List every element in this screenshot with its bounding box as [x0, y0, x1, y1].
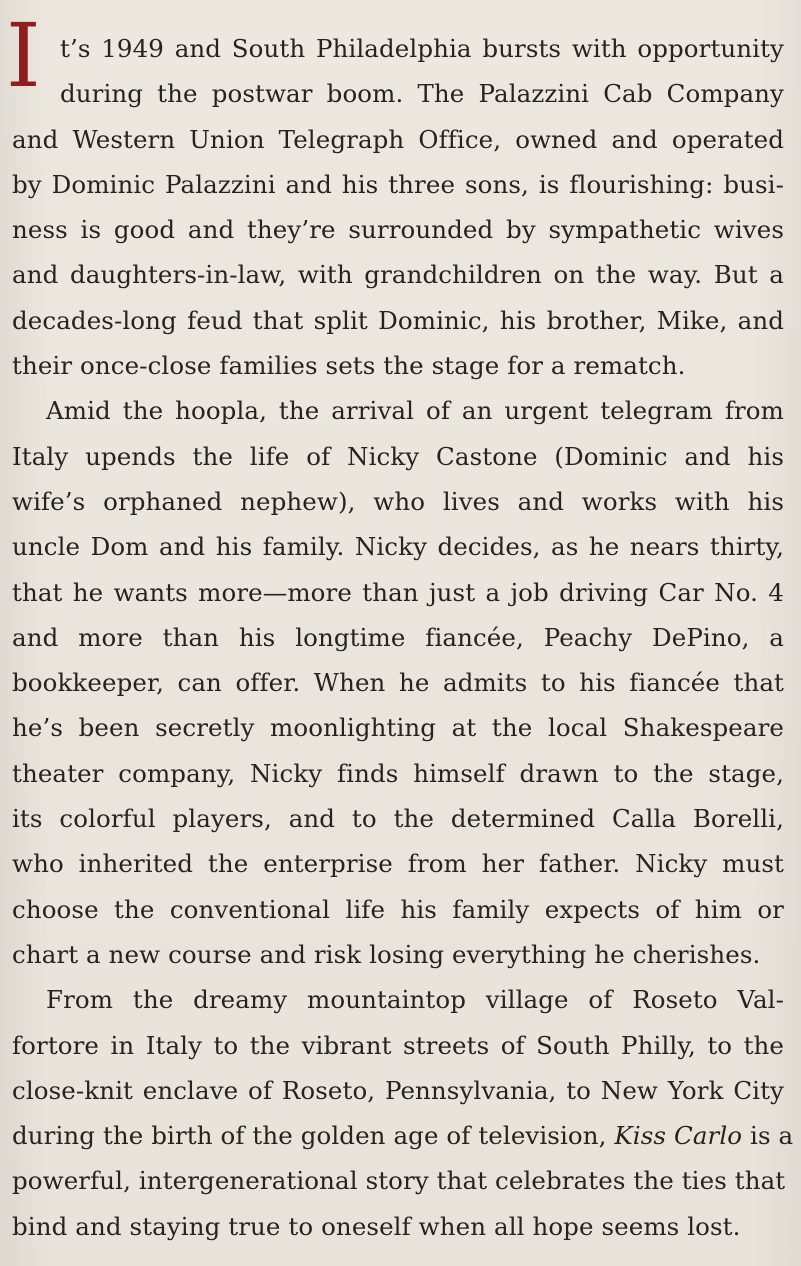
- p1-line-2: during the postwar boom. The Palazzini Cab Company: [60, 79, 784, 109]
- p2-line-3: wife’s orphaned nephew), who lives and works with his: [12, 486, 784, 516]
- p1-line-4: by Dominic Palazzini and his three sons, is flourishing: busi-: [12, 169, 784, 199]
- p2-line-5: that he wants more—more than just a job driving Car No. 4: [12, 577, 784, 607]
- p2-line-9: theater company, Nicky finds himself drawn to the stage,: [12, 758, 784, 788]
- p1-line-3: and Western Union Telegraph Office, owned and operated: [12, 124, 784, 154]
- synopsis-text: [12, 26, 794, 1249]
- p3-line-4-text: during the birth of the golden age of television,: [12, 1121, 607, 1151]
- p3-line-3: close-knit enclave of Roseto, Pennsylvania, to New York City: [12, 1075, 784, 1105]
- p2-line-2: Italy upends the life of Nicky Castone (Dominic and his: [12, 441, 784, 471]
- p3-line-6: bind and staying true to oneself when all hope seems lost.: [12, 1211, 741, 1241]
- p1-line-6: and daughters-in-law, with grandchildren on the way. But a: [12, 260, 784, 290]
- p2-line-8: he’s been secretly moonlighting at the local Shakespeare: [12, 713, 784, 743]
- p2-line-7: bookkeeper, can offer. When he admits to his fiancée that: [12, 668, 784, 698]
- p3-line-2: fortore in Italy to the vibrant streets of South Philly, to the: [12, 1030, 784, 1060]
- p1-line-5: ness is good and they’re surrounded by sympathetic wives: [12, 215, 784, 245]
- book-title-kiss-carlo: Kiss Carlo: [614, 1121, 743, 1151]
- p3-line-1: From the dreamy mountaintop village of Roseto Val-: [46, 985, 784, 1015]
- drop-cap-letter: I: [6, 4, 41, 107]
- p3-line-5: powerful, intergenerational story that celebrates the ties that: [12, 1166, 786, 1196]
- p2-line-6: and more than his longtime fiancée, Peachy DePino, a: [12, 622, 784, 652]
- p2-line-10: its colorful players, and to the determined Calla Borelli,: [12, 804, 784, 834]
- p2-line-13: chart a new course and risk losing everything he cherishes.: [12, 939, 761, 969]
- p1-line-7: decades-long feud that split Dominic, his brother, Mike, and: [12, 305, 784, 335]
- p2-line-1: Amid the hoopla, the arrival of an urgent telegram from: [46, 396, 784, 426]
- p2-line-11: who inherited the enterprise from her father. Nicky must: [12, 849, 784, 879]
- p3-line-4-tail: is a: [742, 1121, 794, 1151]
- p2-line-4: uncle Dom and his family. Nicky decides, as he nears thirty,: [12, 532, 784, 562]
- p2-line-12: choose the conventional life his family expects of him or: [12, 894, 784, 924]
- p1-line-1: t’s 1949 and South Philadelphia bursts with opportunity: [60, 34, 784, 63]
- p1-line-8: their once-close families sets the stage for a rematch.: [12, 351, 686, 381]
- p3-line-4: [12, 1113, 794, 1158]
